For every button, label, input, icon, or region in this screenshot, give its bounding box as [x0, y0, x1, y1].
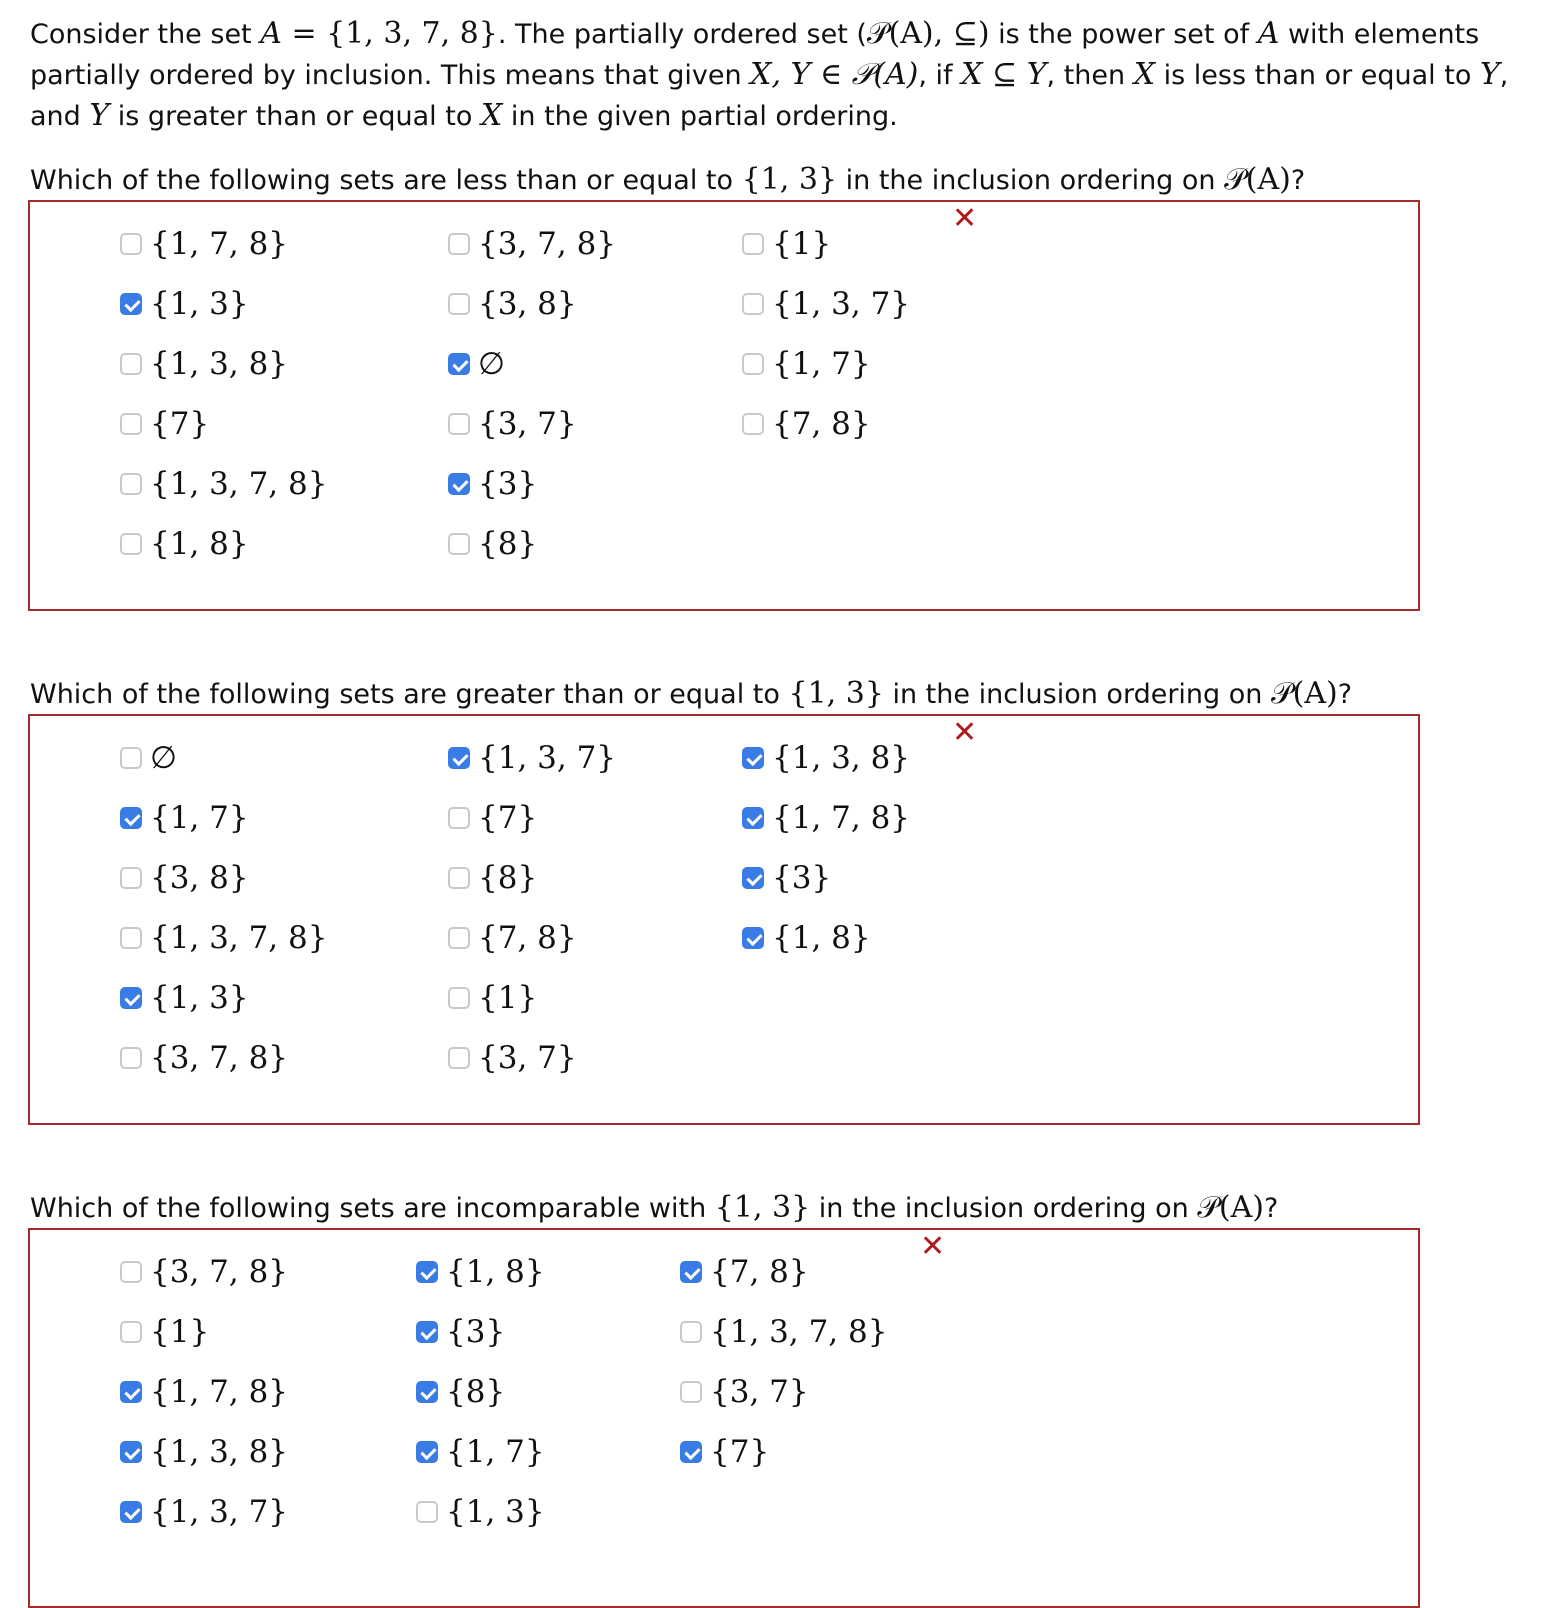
checkbox-checked[interactable]	[120, 293, 142, 315]
choice-option[interactable]	[120, 404, 209, 444]
choice-label: {1, 7, 8}	[150, 1374, 289, 1410]
question-3-power-set: 𝒫(A)	[1197, 1190, 1265, 1225]
checkbox-unchecked[interactable]	[448, 1047, 470, 1069]
choice-label: {3, 8}	[150, 860, 249, 896]
checkbox-unchecked[interactable]	[448, 293, 470, 315]
choice-option[interactable]	[120, 344, 288, 384]
checkbox-unchecked[interactable]	[448, 927, 470, 949]
choice-label: {1, 3, 7, 8}	[150, 920, 328, 956]
checkbox-unchecked[interactable]	[120, 747, 142, 769]
choice-label: {8}	[478, 860, 538, 896]
choice-option[interactable]	[448, 464, 537, 504]
choice-label: {1, 7, 8}	[150, 226, 289, 262]
intro-text-6: , then	[1046, 60, 1134, 91]
choice-option[interactable]	[416, 1432, 545, 1472]
power-set-arg: (A), ⊆)	[888, 16, 990, 51]
question-3-set: {1, 3}	[714, 1190, 811, 1225]
checkbox-checked[interactable]	[120, 1501, 142, 1523]
checkbox-unchecked[interactable]	[448, 233, 470, 255]
choice-option[interactable]	[742, 918, 871, 958]
checkbox-checked[interactable]	[742, 747, 764, 769]
choice-option[interactable]	[448, 798, 537, 838]
choice-option[interactable]	[120, 918, 327, 958]
choice-option[interactable]	[120, 798, 249, 838]
checkbox-unchecked[interactable]	[742, 233, 764, 255]
intro-text-7: is less than or equal to	[1155, 60, 1480, 91]
choice-label: {3, 7}	[478, 406, 577, 442]
checkbox-checked[interactable]	[448, 747, 470, 769]
intro-text-2: . The partially ordered set (	[497, 19, 867, 50]
choice-option[interactable]	[120, 1252, 288, 1292]
intro-text-9: is greater than or equal to	[109, 101, 481, 132]
choice-label: {3}	[446, 1314, 506, 1350]
choice-label: {1}	[478, 980, 538, 1016]
problem-statement	[30, 14, 1510, 137]
incorrect-x-icon: ✕	[952, 201, 978, 236]
checkbox-unchecked[interactable]	[680, 1321, 702, 1343]
choice-option[interactable]	[742, 344, 871, 384]
choice-option[interactable]	[120, 858, 249, 898]
x-subset-y: X ⊆ Y	[961, 57, 1047, 92]
choice-label: {8}	[478, 526, 538, 562]
checkbox-unchecked[interactable]	[120, 353, 142, 375]
question-1-power-set: 𝒫(A)	[1224, 162, 1291, 197]
choice-option[interactable]	[742, 404, 871, 444]
checkbox-unchecked[interactable]	[448, 867, 470, 889]
var-y-1: Y	[1479, 57, 1500, 92]
choice-option[interactable]	[120, 1432, 288, 1472]
checkbox-checked[interactable]	[742, 807, 764, 829]
choice-label: {1, 3}	[446, 1494, 545, 1530]
choice-option[interactable]	[448, 524, 537, 564]
checkbox-checked[interactable]	[416, 1381, 438, 1403]
checkbox-checked[interactable]	[680, 1441, 702, 1463]
choice-option[interactable]	[680, 1372, 809, 1412]
power-set-symbol: 𝒫	[866, 16, 889, 51]
checkbox-unchecked[interactable]	[120, 413, 142, 435]
choice-label: {7}	[710, 1434, 770, 1470]
choice-label: {1, 3}	[150, 980, 249, 1016]
choice-label: {3}	[478, 466, 538, 502]
checkbox-checked[interactable]	[416, 1261, 438, 1283]
choice-label: {7, 8}	[710, 1254, 809, 1290]
question-2-answer-box	[28, 714, 1420, 1125]
question-2-text: Which of the following sets are greater than or equal to {1, 3} in the inclusion ordering on 𝒫(A)?	[30, 676, 1353, 711]
checkbox-unchecked[interactable]	[448, 413, 470, 435]
choice-label: {1, 8}	[772, 920, 871, 956]
choice-label: {1, 3, 8}	[150, 1434, 289, 1470]
choice-label: {3}	[772, 860, 832, 896]
choice-option[interactable]	[120, 978, 249, 1018]
choice-label: {1, 7}	[150, 800, 249, 836]
choice-label: ∅	[150, 740, 178, 776]
choice-label: {1, 3, 7}	[150, 1494, 289, 1530]
choice-label: {1, 3, 7}	[772, 286, 911, 322]
choice-option[interactable]	[680, 1312, 887, 1352]
choice-label: {1, 3, 7, 8}	[710, 1314, 888, 1350]
checkbox-unchecked[interactable]	[742, 353, 764, 375]
choice-option[interactable]	[120, 1372, 288, 1412]
choice-label: {1, 7, 8}	[772, 800, 911, 836]
choice-option[interactable]	[680, 1252, 809, 1292]
choice-label: {1, 3, 8}	[772, 740, 911, 776]
choice-label: {3, 7}	[478, 1040, 577, 1076]
checkbox-unchecked[interactable]	[448, 533, 470, 555]
checkbox-unchecked[interactable]	[120, 1261, 142, 1283]
choice-option[interactable]	[448, 918, 577, 958]
choice-option[interactable]	[448, 284, 577, 324]
checkbox-unchecked[interactable]	[120, 233, 142, 255]
var-x-1: X	[1133, 57, 1156, 92]
choice-label: {1, 3, 7}	[478, 740, 617, 776]
checkbox-checked[interactable]	[742, 867, 764, 889]
choice-label: {1, 7}	[446, 1434, 545, 1470]
checkbox-checked[interactable]	[120, 987, 142, 1009]
question-2-power-set: 𝒫(A)	[1270, 676, 1338, 711]
checkbox-unchecked[interactable]	[120, 533, 142, 555]
choice-label: {7}	[478, 800, 538, 836]
choice-option[interactable]	[120, 738, 177, 778]
choice-label: {7, 8}	[478, 920, 577, 956]
choice-option[interactable]	[416, 1312, 505, 1352]
choice-option[interactable]	[120, 284, 249, 324]
var-x-2: X	[480, 98, 503, 133]
choice-option[interactable]	[448, 404, 577, 444]
question-2-set: {1, 3}	[788, 676, 884, 711]
checkbox-unchecked[interactable]	[448, 807, 470, 829]
question-1-set: {1, 3}	[741, 162, 838, 197]
choice-label: {3, 7, 8}	[478, 226, 617, 262]
question-1-answer-box	[28, 200, 1420, 611]
question-3-answer-box	[28, 1228, 1420, 1608]
checkbox-checked[interactable]	[416, 1441, 438, 1463]
intro-text-8: , and	[30, 60, 1509, 132]
choice-option[interactable]	[742, 224, 831, 264]
choice-option[interactable]	[448, 738, 616, 778]
checkbox-unchecked[interactable]	[742, 413, 764, 435]
choice-option[interactable]	[448, 1038, 577, 1078]
choice-label: {3, 7, 8}	[150, 1254, 289, 1290]
intro-text-1: Consider the set	[30, 19, 261, 50]
checkbox-unchecked[interactable]	[120, 473, 142, 495]
choice-label: {1, 8}	[150, 526, 249, 562]
choice-option[interactable]	[448, 978, 537, 1018]
checkbox-unchecked[interactable]	[120, 867, 142, 889]
checkbox-unchecked[interactable]	[680, 1381, 702, 1403]
choice-label: {8}	[446, 1374, 506, 1410]
choice-label: {1, 7}	[772, 346, 871, 382]
choice-option[interactable]	[448, 858, 537, 898]
var-y-2: Y	[89, 98, 110, 133]
choice-label: {1, 3}	[150, 286, 249, 322]
xy-membership: X, Y ∈ 𝒫(A)	[750, 57, 919, 92]
var-a-2: A	[1257, 16, 1280, 51]
question-1-text: Which of the following sets are less than or equal to {1, 3} in the inclusion ordering on 𝒫(A)?	[30, 162, 1306, 197]
choice-label: {3, 7, 8}	[150, 1040, 289, 1076]
intro-text-3: is the power set of	[989, 19, 1258, 50]
checkbox-unchecked[interactable]	[416, 1501, 438, 1523]
intro-text-5: , if	[918, 60, 962, 91]
choice-label: {1, 8}	[446, 1254, 545, 1290]
choice-option[interactable]	[742, 798, 910, 838]
checkbox-checked[interactable]	[416, 1321, 438, 1343]
choice-label: {3, 8}	[478, 286, 577, 322]
choice-option[interactable]	[742, 738, 910, 778]
choice-label: {7}	[150, 406, 210, 442]
choice-label: {1, 3, 8}	[150, 346, 289, 382]
choice-option[interactable]	[742, 858, 831, 898]
checkbox-unchecked[interactable]	[120, 1321, 142, 1343]
choice-option[interactable]	[120, 1312, 209, 1352]
choice-option[interactable]	[120, 464, 327, 504]
var-a: A	[260, 16, 282, 51]
checkbox-unchecked[interactable]	[120, 927, 142, 949]
checkbox-unchecked[interactable]	[742, 293, 764, 315]
incorrect-x-icon: ✕	[952, 715, 978, 750]
choice-label: {1, 3, 7, 8}	[150, 466, 328, 502]
checkbox-checked[interactable]	[120, 807, 142, 829]
choice-option[interactable]	[448, 224, 616, 264]
choice-option[interactable]	[416, 1372, 505, 1412]
intro-text-10: in the given partial ordering.	[502, 101, 898, 132]
set-a-definition: = {1, 3, 7, 8}	[281, 16, 498, 51]
checkbox-unchecked[interactable]	[120, 1047, 142, 1069]
checkbox-checked[interactable]	[448, 473, 470, 495]
choice-option[interactable]	[448, 344, 505, 384]
checkbox-checked[interactable]	[742, 927, 764, 949]
choice-label: ∅	[478, 346, 506, 382]
choice-option[interactable]	[742, 284, 910, 324]
choice-option[interactable]	[120, 1492, 288, 1532]
choice-option[interactable]	[416, 1492, 545, 1532]
incorrect-x-icon: ✕	[920, 1229, 946, 1264]
choice-label: {1}	[772, 226, 832, 262]
choice-option[interactable]	[416, 1252, 545, 1292]
question-3-text: Which of the following sets are incomparable with {1, 3} in the inclusion ordering on 𝒫(A)?	[30, 1190, 1279, 1225]
choice-option[interactable]	[680, 1432, 769, 1472]
checkbox-checked[interactable]	[680, 1261, 702, 1283]
checkbox-checked[interactable]	[120, 1381, 142, 1403]
checkbox-unchecked[interactable]	[448, 987, 470, 1009]
choice-label: {7, 8}	[772, 406, 871, 442]
choice-option[interactable]	[120, 224, 288, 264]
choice-option[interactable]	[120, 524, 249, 564]
choice-label: {1}	[150, 1314, 210, 1350]
checkbox-checked[interactable]	[448, 353, 470, 375]
checkbox-checked[interactable]	[120, 1441, 142, 1463]
choice-label: {3, 7}	[710, 1374, 809, 1410]
intro-text-4: with elements partially ordered by inclusion. This means that given	[30, 19, 1480, 91]
choice-option[interactable]	[120, 1038, 288, 1078]
